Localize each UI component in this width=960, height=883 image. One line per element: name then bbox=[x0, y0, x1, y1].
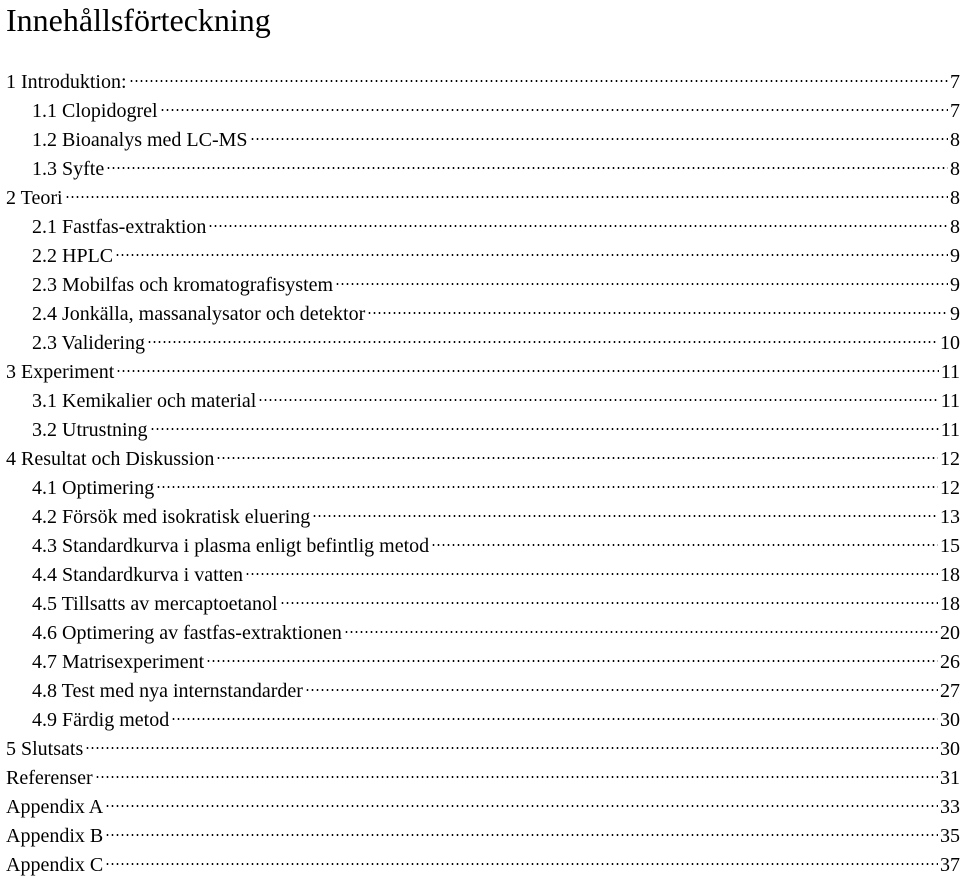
dot-leader bbox=[150, 428, 939, 430]
toc-entry[interactable] bbox=[6, 68, 960, 97]
toc-entry[interactable] bbox=[6, 213, 960, 242]
toc-entry-text: 3.1 Kemikalier och material bbox=[32, 390, 257, 412]
toc-page-number: 26 bbox=[940, 651, 960, 673]
toc-entry[interactable] bbox=[6, 764, 960, 793]
dot-leader bbox=[305, 689, 938, 691]
toc-page-number: 35 bbox=[940, 825, 960, 847]
toc-entry[interactable] bbox=[6, 677, 960, 706]
toc-entry[interactable] bbox=[6, 271, 960, 300]
toc-entry-text: 1.1 Clopidogrel bbox=[32, 100, 158, 122]
toc-entry-text: 2.3 Mobilfas och kromatografisystem bbox=[32, 274, 334, 296]
dot-leader bbox=[147, 341, 938, 343]
toc-entry[interactable] bbox=[6, 155, 960, 184]
toc-entry[interactable] bbox=[6, 358, 960, 387]
toc-page-number: 18 bbox=[940, 564, 960, 586]
toc-entry-text: 1.3 Syfte bbox=[32, 158, 105, 180]
dot-leader bbox=[156, 486, 938, 488]
toc-entry[interactable] bbox=[6, 532, 960, 561]
toc-entry-text: Appendix C bbox=[6, 854, 104, 876]
toc-page-number: 10 bbox=[940, 332, 960, 354]
toc-entry-text: 4.6 Optimering av fastfas-extraktionen bbox=[32, 622, 342, 644]
toc-page-number: 7 bbox=[950, 100, 960, 122]
toc-entry[interactable] bbox=[6, 416, 960, 445]
toc-entry[interactable] bbox=[6, 822, 960, 851]
dot-leader bbox=[431, 544, 938, 546]
dot-leader bbox=[312, 515, 938, 517]
toc-page-number: 9 bbox=[950, 303, 960, 325]
toc-list bbox=[6, 68, 960, 880]
toc-page-number: 20 bbox=[940, 622, 960, 644]
toc-entry-text: 4.8 Test med nya internstandarder bbox=[32, 680, 303, 702]
toc-page-number: 9 bbox=[950, 245, 960, 267]
toc-entry-text: 4.4 Standardkurva i vatten bbox=[32, 564, 244, 586]
toc-entry[interactable] bbox=[6, 561, 960, 590]
dot-leader bbox=[105, 805, 938, 807]
toc-page-number: 37 bbox=[940, 854, 960, 876]
toc-entry-text: 4.1 Optimering bbox=[32, 477, 155, 499]
dot-leader bbox=[105, 863, 938, 865]
dot-leader bbox=[206, 660, 938, 662]
toc-entry-text: 4.7 Matrisexperiment bbox=[32, 651, 205, 673]
toc-page-number: 8 bbox=[950, 158, 960, 180]
toc-entry-text: Referenser bbox=[6, 767, 93, 789]
toc-entry[interactable] bbox=[6, 648, 960, 677]
toc-page-number: 15 bbox=[940, 535, 960, 557]
toc-entry[interactable] bbox=[6, 793, 960, 822]
toc-page-number: 18 bbox=[940, 593, 960, 615]
page-title: Innehållsförteckning bbox=[6, 2, 271, 38]
toc-page-number: 27 bbox=[940, 680, 960, 702]
dot-leader bbox=[160, 109, 948, 111]
toc-entry-text: 2.4 Jonkälla, massanalysator och detektor bbox=[32, 303, 366, 325]
toc-entry[interactable] bbox=[6, 184, 960, 213]
toc-entry[interactable] bbox=[6, 445, 960, 474]
toc-page-number: 7 bbox=[950, 71, 960, 93]
toc-entry-text: 1.2 Bioanalys med LC-MS bbox=[32, 129, 248, 151]
toc-entry-text: 4.2 Försök med isokratisk eluering bbox=[32, 506, 311, 528]
toc-page-number: 30 bbox=[940, 738, 960, 760]
dot-leader bbox=[106, 167, 948, 169]
toc-entry-text: 3.2 Utrustning bbox=[32, 419, 148, 441]
toc-entry[interactable] bbox=[6, 619, 960, 648]
toc-entry-text: Appendix A bbox=[6, 796, 104, 818]
toc-entry-text: 4.3 Standardkurva i plasma enligt befintlig metod bbox=[32, 535, 430, 557]
toc-entry[interactable] bbox=[6, 474, 960, 503]
toc-entry[interactable] bbox=[6, 329, 960, 358]
dot-leader bbox=[250, 138, 948, 140]
toc-entry-text: Appendix B bbox=[6, 825, 104, 847]
toc-page-number: 11 bbox=[940, 390, 960, 412]
dot-leader bbox=[95, 776, 938, 778]
toc-entry[interactable] bbox=[6, 851, 960, 880]
toc-entry[interactable] bbox=[6, 242, 960, 271]
dot-leader bbox=[280, 602, 938, 604]
dot-leader bbox=[171, 718, 938, 720]
toc-entry-text: 2.2 HPLC bbox=[32, 245, 114, 267]
toc-entry-text: 2 Teori bbox=[6, 187, 63, 209]
toc-entry-text: 2.1 Fastfas-extraktion bbox=[32, 216, 207, 238]
toc-page-number: 12 bbox=[940, 448, 960, 470]
toc-page-number: 8 bbox=[950, 216, 960, 238]
dot-leader bbox=[245, 573, 938, 575]
toc-entry-text: 3 Experiment bbox=[6, 361, 115, 383]
dot-leader bbox=[115, 254, 948, 256]
dot-leader bbox=[65, 196, 948, 198]
dot-leader bbox=[105, 834, 938, 836]
toc-page-number: 11 bbox=[940, 361, 960, 383]
toc-entry-text: 4.9 Färdig metod bbox=[32, 709, 170, 731]
toc-entry-text: 1 Introduktion: bbox=[6, 71, 127, 93]
toc-entry[interactable] bbox=[6, 706, 960, 735]
toc-page-number: 9 bbox=[950, 274, 960, 296]
toc-entry[interactable] bbox=[6, 97, 960, 126]
toc-entry[interactable] bbox=[6, 300, 960, 329]
toc-entry-text: 4 Resultat och Diskussion bbox=[6, 448, 215, 470]
dot-leader bbox=[116, 370, 938, 372]
toc-entry-text: 5 Slutsats bbox=[6, 738, 84, 760]
toc-page-number: 33 bbox=[940, 796, 960, 818]
dot-leader bbox=[216, 457, 938, 459]
toc-page-number: 8 bbox=[950, 187, 960, 209]
toc-entry[interactable] bbox=[6, 590, 960, 619]
toc-entry-text: 4.5 Tillsatts av mercaptoetanol bbox=[32, 593, 278, 615]
toc-page-number: 11 bbox=[940, 419, 960, 441]
toc-page-number: 12 bbox=[940, 477, 960, 499]
toc-entry[interactable] bbox=[6, 387, 960, 416]
toc-entry[interactable] bbox=[6, 735, 960, 764]
dot-leader bbox=[344, 631, 938, 633]
toc-entry-text: 2.3 Validering bbox=[32, 332, 145, 354]
toc-page-number: 8 bbox=[950, 129, 960, 151]
toc-entry[interactable] bbox=[6, 503, 960, 532]
dot-leader bbox=[85, 747, 938, 749]
toc-page-number: 31 bbox=[940, 767, 960, 789]
dot-leader bbox=[208, 225, 948, 227]
dot-leader bbox=[129, 80, 948, 82]
dot-leader bbox=[258, 399, 938, 401]
document-page bbox=[6, 0, 960, 876]
toc-page-number: 30 bbox=[940, 709, 960, 731]
dot-leader bbox=[335, 283, 948, 285]
toc-entry[interactable] bbox=[6, 126, 960, 155]
toc-page-number: 13 bbox=[940, 506, 960, 528]
dot-leader bbox=[367, 312, 948, 314]
